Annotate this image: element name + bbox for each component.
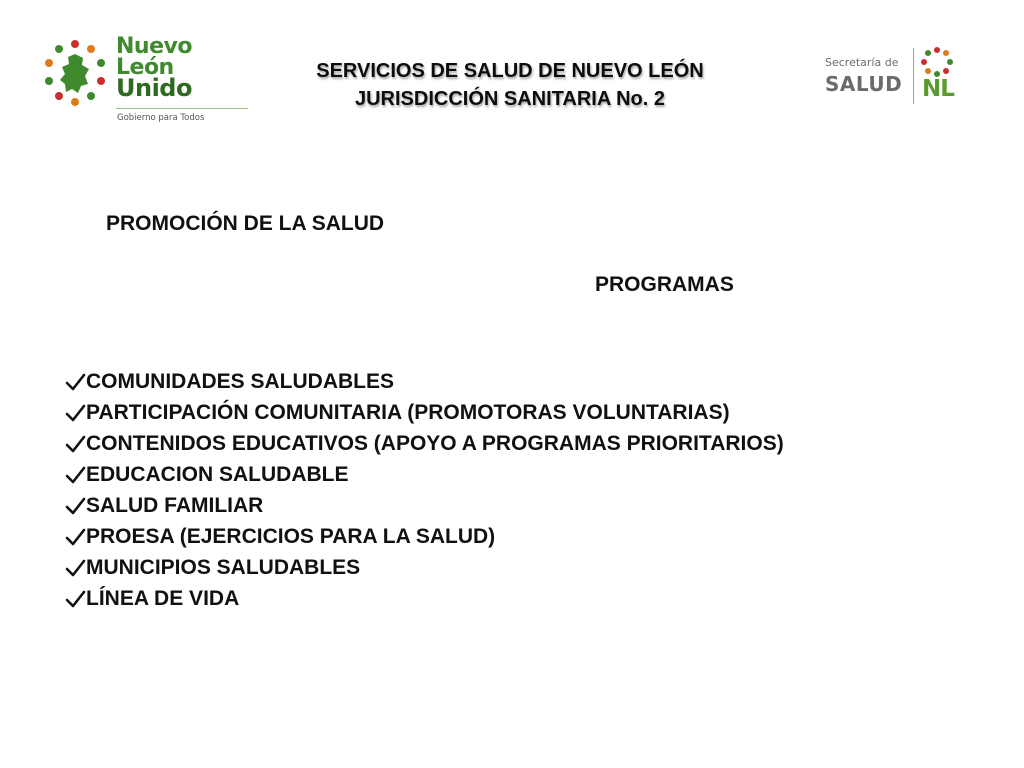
program-label: SALUD FAMILIAR xyxy=(86,493,264,517)
program-label: EDUCACION SALUDABLE xyxy=(86,462,349,486)
brand-word-nuevo: Nuevo xyxy=(116,34,192,59)
program-item xyxy=(64,428,784,459)
checkmark-icon xyxy=(64,526,86,548)
program-item xyxy=(64,459,784,490)
section-title: PROMOCIÓN DE LA SALUD xyxy=(106,212,385,235)
program-item xyxy=(64,552,784,583)
nl-label: NL xyxy=(922,76,954,102)
salud-label: SALUD xyxy=(825,72,903,96)
checkmark-icon xyxy=(64,588,86,610)
program-label: LÍNEA DE VIDA xyxy=(86,586,240,610)
brand-divider xyxy=(116,108,248,109)
header-title-line2: JURISDICCIÓN SANITARIA No. 2 xyxy=(354,88,666,110)
checkmark-icon xyxy=(64,402,86,424)
brand-word-unido: Unido xyxy=(116,74,192,102)
program-label: MUNICIPIOS SALUDABLES xyxy=(86,555,361,579)
header-title-line1: SERVICIOS DE SALUD DE NUEVO LEÓN xyxy=(316,60,704,82)
brand-tagline: Gobierno para Todos xyxy=(117,113,205,123)
secretaria-salud-logo xyxy=(822,44,962,108)
program-item xyxy=(64,366,784,397)
page-header xyxy=(250,57,770,113)
program-item xyxy=(64,397,784,428)
program-label: PROESA (EJERCICIOS PARA LA SALUD) xyxy=(86,524,496,548)
checkmark-icon xyxy=(64,464,86,486)
nuevo-leon-unido-logo xyxy=(40,36,220,128)
program-label: CONTENIDOS EDUCATIVOS (APOYO A PROGRAMAS PRIORITARIOS) xyxy=(86,431,784,455)
brand-word-leon: León xyxy=(116,55,174,80)
programs-title: PROGRAMAS xyxy=(595,273,734,296)
checkmark-icon xyxy=(64,371,86,393)
people-circle-emblem-icon xyxy=(920,46,954,78)
program-item xyxy=(64,583,784,614)
checkmark-icon xyxy=(64,495,86,517)
program-item xyxy=(64,490,784,521)
secretaria-label: Secretaría de xyxy=(825,56,899,69)
checkmark-icon xyxy=(64,557,86,579)
checkmark-icon xyxy=(64,433,86,455)
nuevo-leon-state-map-emblem-icon xyxy=(40,38,110,108)
program-item xyxy=(64,521,784,552)
program-label: COMUNIDADES SALUDABLES xyxy=(86,369,395,393)
program-label: PARTICIPACIÓN COMUNITARIA (PROMOTORAS VOLUNTARIAS) xyxy=(86,400,730,424)
logo-divider xyxy=(913,48,914,104)
program-list xyxy=(64,366,784,614)
